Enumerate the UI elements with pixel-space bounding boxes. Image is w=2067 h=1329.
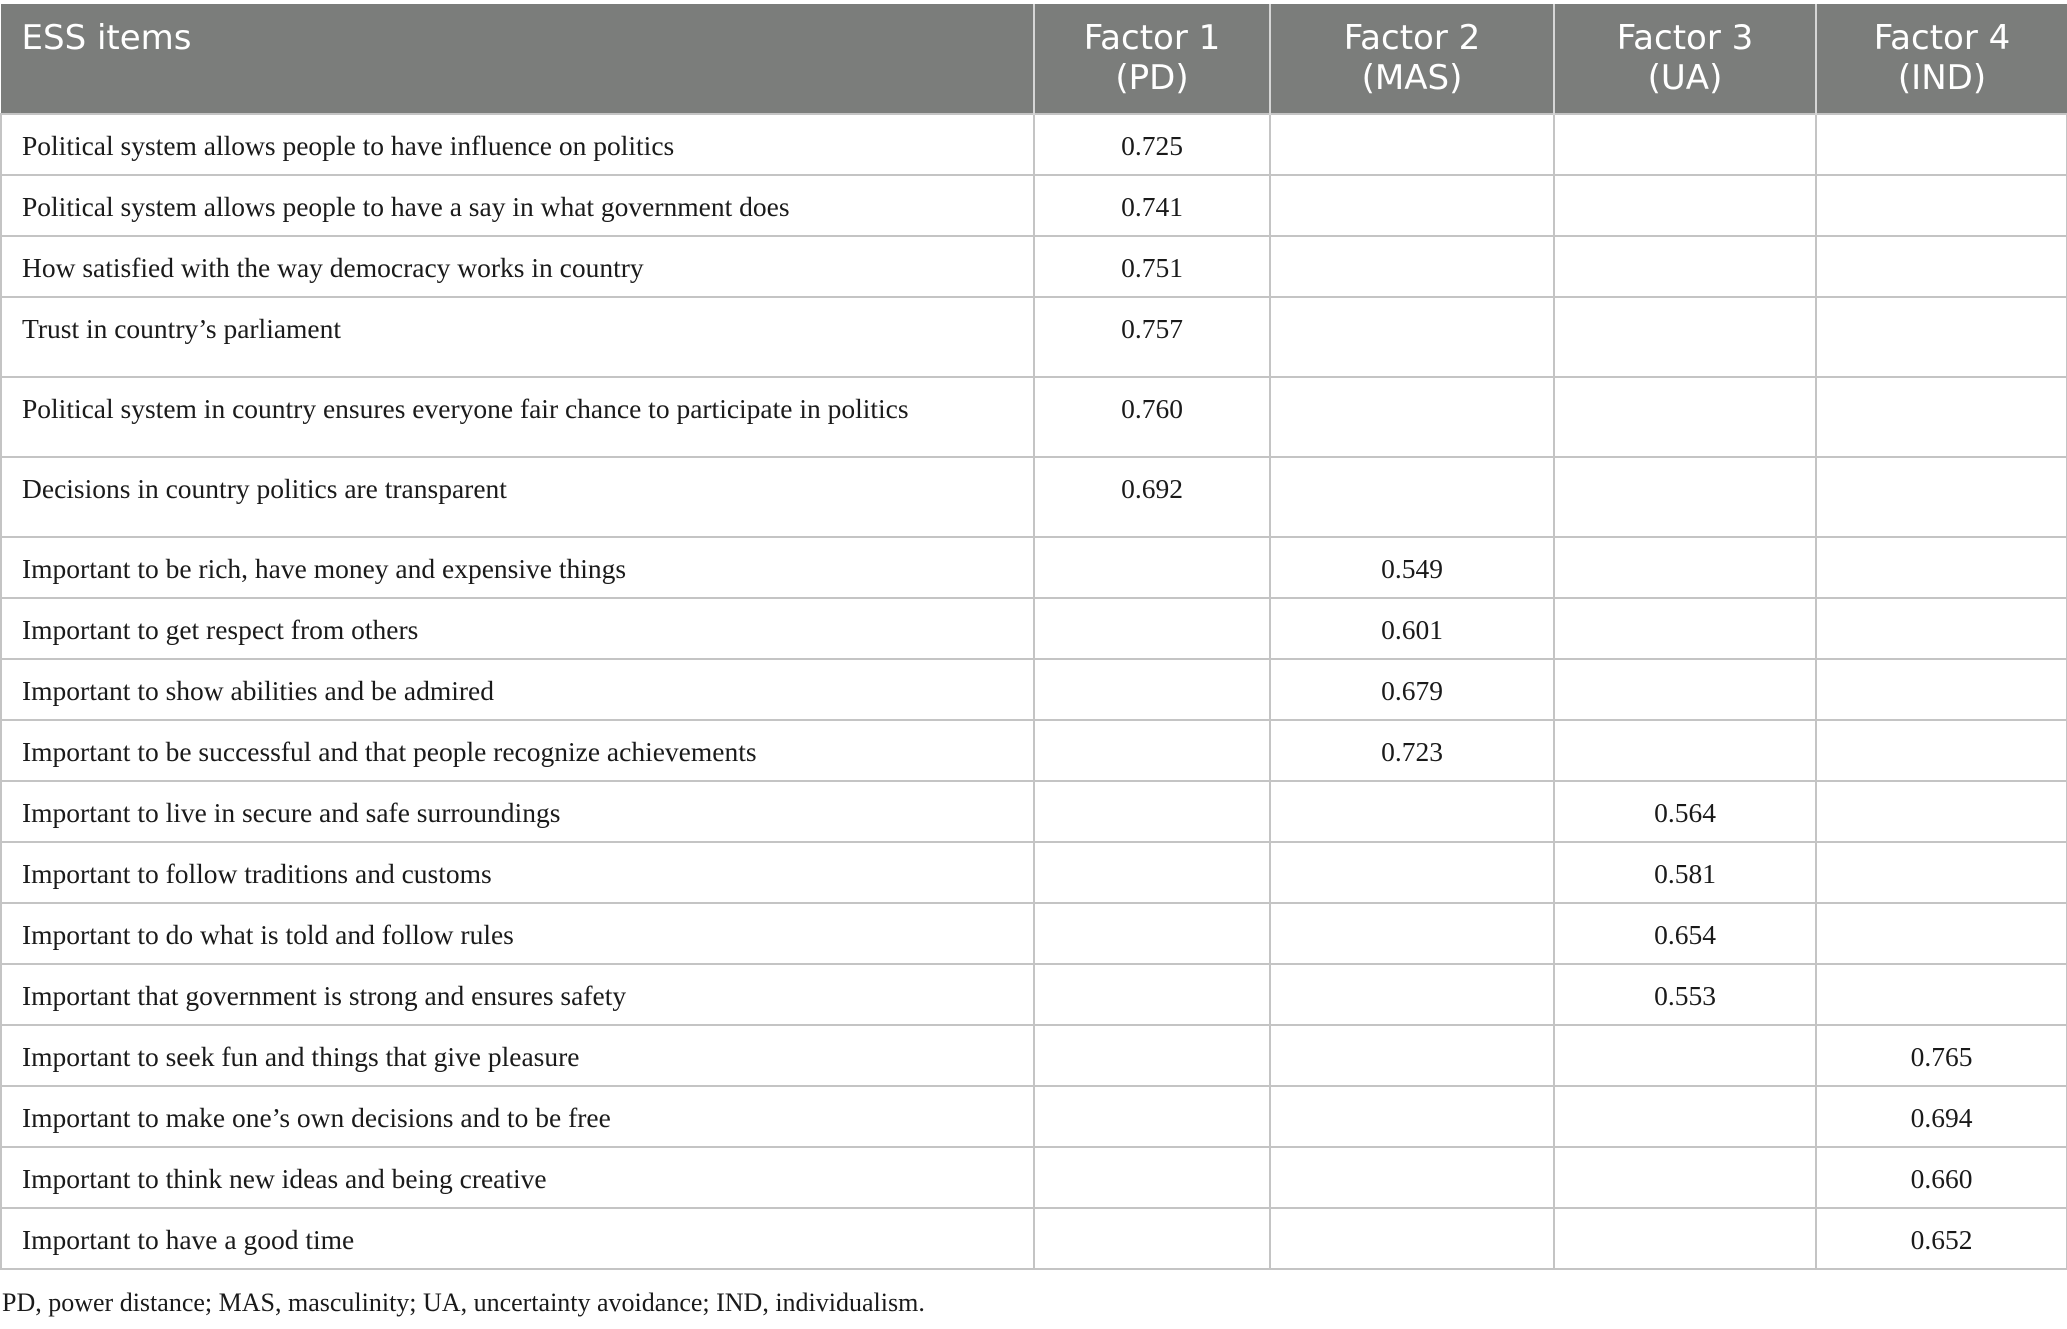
factor-2-cell [1270, 903, 1554, 964]
item-cell: Political system allows people to have influence on politics [1, 114, 1034, 175]
table-row [1, 903, 2067, 964]
header-factor-3 [1554, 4, 1816, 114]
factor-1-cell: 0.725 [1034, 114, 1270, 175]
factor-2-cell: 0.549 [1270, 537, 1554, 598]
factor-1-cell [1034, 659, 1270, 720]
header-factor-2-title: Factor 2 [1343, 18, 1481, 58]
item-cell: Important to have a good time [1, 1208, 1034, 1269]
item-cell: Important to seek fun and things that give pleasure [1, 1025, 1034, 1086]
table-row [1, 842, 2067, 903]
factor-2-cell [1270, 175, 1554, 236]
factor-4-cell [1816, 175, 2067, 236]
factor-3-cell [1554, 1025, 1816, 1086]
item-cell: Important to be successful and that people recognize achievements [1, 720, 1034, 781]
factor-1-cell: 0.692 [1034, 457, 1270, 537]
factor-loadings-table-container [0, 4, 2066, 1270]
header-factor-1-title: Factor 1 [1083, 18, 1221, 58]
factor-4-cell [1816, 964, 2067, 1025]
table-footnote: PD, power distance; MAS, masculinity; UA, uncertainty avoidance; IND, individualism. [2, 1288, 925, 1317]
factor-4-cell [1816, 903, 2067, 964]
item-cell: Important to follow traditions and customs [1, 842, 1034, 903]
table-row [1, 1086, 2067, 1147]
header-factor-2-abbr: (MAS) [1361, 58, 1463, 98]
factor-1-cell: 0.760 [1034, 377, 1270, 457]
factor-4-cell [1816, 457, 2067, 537]
factor-2-cell [1270, 964, 1554, 1025]
factor-4-cell [1816, 720, 2067, 781]
factor-4-cell: 0.694 [1816, 1086, 2067, 1147]
item-cell: Important to do what is told and follow rules [1, 903, 1034, 964]
factor-3-cell [1554, 236, 1816, 297]
table-row [1, 236, 2067, 297]
factor-1-cell [1034, 1086, 1270, 1147]
item-cell: Important to make one’s own decisions and to be free [1, 1086, 1034, 1147]
factor-4-cell: 0.652 [1816, 1208, 2067, 1269]
factor-3-cell [1554, 659, 1816, 720]
table-row [1, 457, 2067, 537]
factor-3-cell: 0.564 [1554, 781, 1816, 842]
factor-4-cell [1816, 598, 2067, 659]
table-row [1, 537, 2067, 598]
factor-3-cell: 0.581 [1554, 842, 1816, 903]
factor-2-cell: 0.601 [1270, 598, 1554, 659]
factor-1-cell [1034, 720, 1270, 781]
table-row [1, 377, 2067, 457]
item-cell: Important to live in secure and safe surroundings [1, 781, 1034, 842]
factor-3-cell [1554, 457, 1816, 537]
factor-4-cell: 0.660 [1816, 1147, 2067, 1208]
factor-2-cell [1270, 114, 1554, 175]
factor-1-cell [1034, 537, 1270, 598]
factor-4-cell [1816, 297, 2067, 377]
table-row [1, 781, 2067, 842]
factor-2-cell [1270, 842, 1554, 903]
table-row [1, 1025, 2067, 1086]
item-cell: Important to think new ideas and being creative [1, 1147, 1034, 1208]
factor-1-cell [1034, 1208, 1270, 1269]
factor-2-cell [1270, 236, 1554, 297]
factor-3-cell: 0.553 [1554, 964, 1816, 1025]
factor-4-cell [1816, 781, 2067, 842]
item-cell: Important that government is strong and ensures safety [1, 964, 1034, 1025]
header-factor-3-abbr: (UA) [1647, 58, 1723, 98]
factor-1-cell [1034, 1147, 1270, 1208]
factor-loadings-table [0, 4, 2067, 1270]
header-factor-4 [1816, 4, 2067, 114]
header-factor-4-abbr: (IND) [1897, 58, 1987, 98]
factor-3-cell [1554, 297, 1816, 377]
factor-3-cell: 0.654 [1554, 903, 1816, 964]
item-cell: Important to get respect from others [1, 598, 1034, 659]
factor-1-cell [1034, 903, 1270, 964]
factor-2-cell [1270, 297, 1554, 377]
item-cell: Trust in country’s parliament [1, 297, 1034, 377]
factor-3-cell [1554, 1208, 1816, 1269]
factor-4-cell [1816, 842, 2067, 903]
factor-1-cell [1034, 842, 1270, 903]
factor-1-cell: 0.751 [1034, 236, 1270, 297]
factor-4-cell [1816, 659, 2067, 720]
factor-3-cell [1554, 175, 1816, 236]
item-cell: Political system allows people to have a say in what government does [1, 175, 1034, 236]
header-factor-1 [1034, 4, 1270, 114]
factor-4-cell [1816, 114, 2067, 175]
factor-2-cell [1270, 781, 1554, 842]
header-ess-items: ESS items [1, 4, 1034, 114]
factor-4-cell [1816, 377, 2067, 457]
factor-4-cell [1816, 236, 2067, 297]
table-row [1, 114, 2067, 175]
factor-3-cell [1554, 114, 1816, 175]
factor-2-cell [1270, 457, 1554, 537]
item-cell: Political system in country ensures everyone fair chance to participate in politics [1, 377, 1034, 457]
table-row [1, 297, 2067, 377]
item-cell: Decisions in country politics are transparent [1, 457, 1034, 537]
factor-2-cell [1270, 1025, 1554, 1086]
factor-3-cell [1554, 598, 1816, 659]
factor-3-cell [1554, 377, 1816, 457]
table-row [1, 175, 2067, 236]
table-header-row [1, 4, 2067, 114]
header-factor-4-title: Factor 4 [1873, 18, 2011, 58]
item-cell: How satisfied with the way democracy works in country [1, 236, 1034, 297]
table-row [1, 1147, 2067, 1208]
factor-2-cell [1270, 1086, 1554, 1147]
table-row [1, 659, 2067, 720]
factor-1-cell: 0.757 [1034, 297, 1270, 377]
table-row [1, 720, 2067, 781]
table-row [1, 1208, 2067, 1269]
factor-1-cell [1034, 598, 1270, 659]
factor-2-cell [1270, 1147, 1554, 1208]
factor-1-cell [1034, 964, 1270, 1025]
header-factor-2 [1270, 4, 1554, 114]
header-factor-3-title: Factor 3 [1616, 18, 1754, 58]
factor-4-cell: 0.765 [1816, 1025, 2067, 1086]
factor-1-cell: 0.741 [1034, 175, 1270, 236]
factor-3-cell [1554, 1086, 1816, 1147]
factor-1-cell [1034, 781, 1270, 842]
factor-2-cell: 0.723 [1270, 720, 1554, 781]
header-factor-1-abbr: (PD) [1115, 58, 1189, 98]
item-cell: Important to show abilities and be admired [1, 659, 1034, 720]
factor-3-cell [1554, 720, 1816, 781]
factor-2-cell: 0.679 [1270, 659, 1554, 720]
factor-3-cell [1554, 537, 1816, 598]
factor-2-cell [1270, 1208, 1554, 1269]
factor-3-cell [1554, 1147, 1816, 1208]
factor-4-cell [1816, 537, 2067, 598]
factor-2-cell [1270, 377, 1554, 457]
factor-1-cell [1034, 1025, 1270, 1086]
table-row [1, 964, 2067, 1025]
table-row [1, 598, 2067, 659]
item-cell: Important to be rich, have money and expensive things [1, 537, 1034, 598]
